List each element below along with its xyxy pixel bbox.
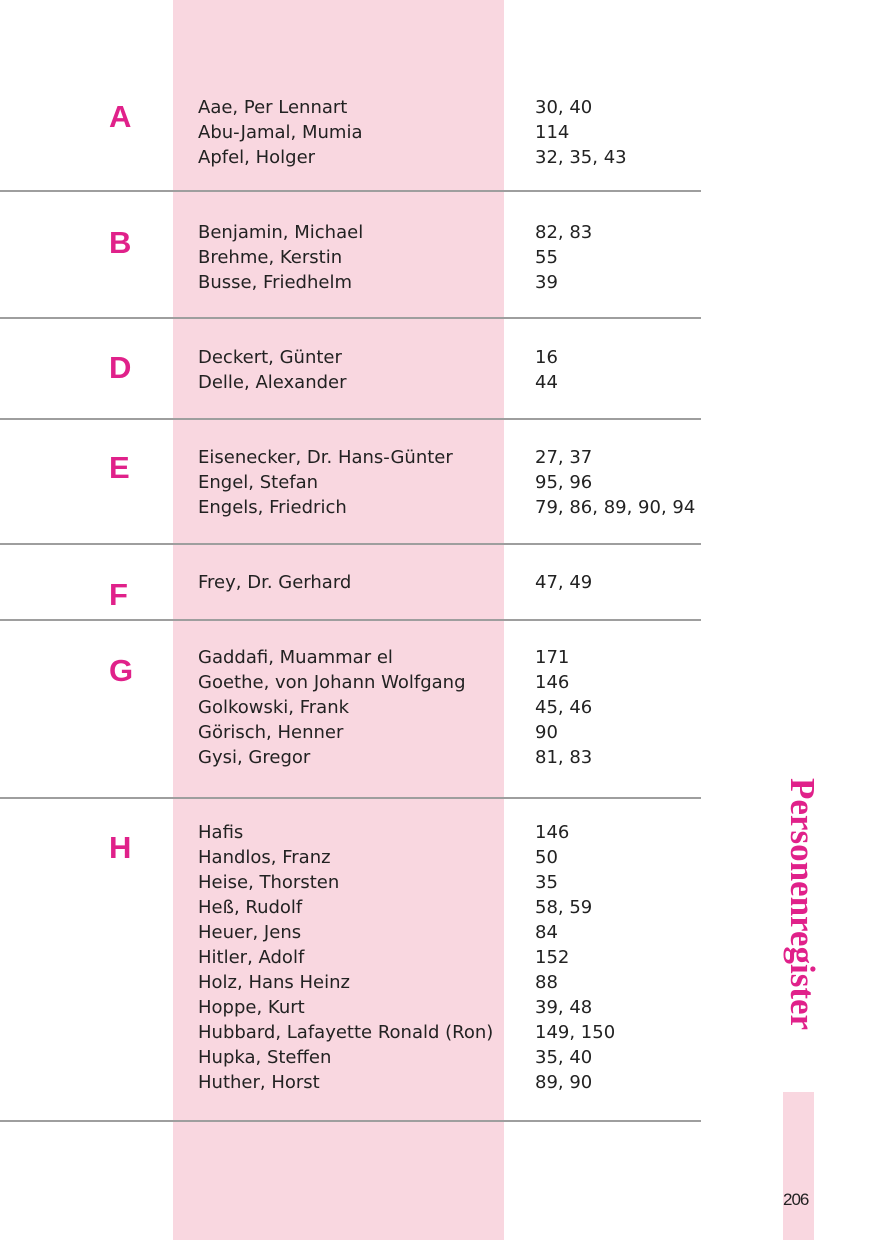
index-entry (0, 220, 701, 245)
side-title: Personenregister (783, 778, 822, 1031)
index-entry (0, 445, 701, 470)
section-divider (0, 317, 701, 319)
entry-pages: 58, 59 (535, 897, 593, 918)
index-entry (0, 870, 701, 895)
entry-pages: 146 (535, 822, 570, 843)
entry-pages: 16 (535, 347, 558, 368)
index-entry (0, 945, 701, 970)
entry-pages: 84 (535, 922, 558, 943)
entry-pages: 146 (535, 672, 570, 693)
section-divider (0, 543, 701, 545)
index-entry (0, 695, 701, 720)
entry-name: Holz, Hans Heinz (198, 972, 350, 993)
index-entry (0, 920, 701, 945)
section-letter-a: A (109, 99, 132, 134)
entry-pages: 82, 83 (535, 222, 593, 243)
entry-pages: 55 (535, 247, 558, 268)
index-entry (0, 670, 701, 695)
index-entry (0, 570, 701, 595)
entry-pages: 90 (535, 722, 558, 743)
index-entry (0, 120, 701, 145)
entry-pages: 79, 86, 89, 90, 94 (535, 497, 696, 518)
entry-name: Goethe, von Johann Wolfgang (198, 672, 466, 693)
entry-name: Golkowski, Frank (198, 697, 350, 718)
section-divider (0, 418, 701, 420)
index-entry (0, 645, 701, 670)
entry-name: Hupka, Steffen (198, 1047, 332, 1068)
section-letter-b: B (109, 225, 132, 260)
entry-pages: 39 (535, 272, 558, 293)
entry-name: Busse, Friedhelm (198, 272, 352, 293)
index-entry (0, 720, 701, 745)
section-letter-e: E (109, 450, 130, 485)
page-number: 206 (783, 1190, 809, 1209)
page-tab (783, 1092, 814, 1240)
entry-name: Hafis (198, 822, 244, 843)
section-letter-d: D (109, 350, 132, 385)
entry-pages: 39, 48 (535, 997, 593, 1018)
entry-name: Apfel, Holger (198, 147, 316, 168)
entry-name: Handlos, Franz (198, 847, 331, 868)
entry-pages: 30, 40 (535, 97, 593, 118)
entry-pages: 171 (535, 647, 570, 668)
entry-name: Gaddafi, Muammar el (198, 647, 393, 668)
index-entry (0, 470, 701, 495)
entry-pages: 35, 40 (535, 1047, 593, 1068)
entry-pages: 27, 37 (535, 447, 593, 468)
index-entry (0, 895, 701, 920)
section-letter-h: H (109, 830, 132, 865)
entry-name: Frey, Dr. Gerhard (198, 572, 352, 593)
entry-name: Eisenecker, Dr. Hans-Günter (198, 447, 453, 468)
entry-name: Görisch, Henner (198, 722, 344, 743)
entry-pages: 152 (535, 947, 570, 968)
index-entry (0, 995, 701, 1020)
entry-pages: 44 (535, 372, 558, 393)
index-entry (0, 1045, 701, 1070)
entry-pages: 114 (535, 122, 570, 143)
entry-pages: 149, 150 (535, 1022, 616, 1043)
entry-name: Heise, Thorsten (198, 872, 340, 893)
index-entry (0, 345, 701, 370)
section-divider (0, 190, 701, 192)
index-entry (0, 745, 701, 770)
entry-name: Brehme, Kerstin (198, 247, 343, 268)
entry-pages: 89, 90 (535, 1072, 593, 1093)
entry-name: Heuer, Jens (198, 922, 302, 943)
entry-pages: 47, 49 (535, 572, 593, 593)
index-entry (0, 245, 701, 270)
index-entry (0, 970, 701, 995)
section-letter-g: G (109, 653, 134, 688)
index-entry (0, 95, 701, 120)
index-entry (0, 1070, 701, 1095)
entry-name: Benjamin, Michael (198, 222, 364, 243)
entry-name: Heß, Rudolf (198, 897, 303, 918)
entry-name: Aae, Per Lennart (198, 97, 348, 118)
entry-pages: 45, 46 (535, 697, 593, 718)
entry-pages: 88 (535, 972, 558, 993)
entry-name: Huther, Horst (198, 1072, 320, 1093)
index-entry (0, 370, 701, 395)
section-divider (0, 1120, 701, 1122)
entry-name: Abu-Jamal, Mumia (198, 122, 363, 143)
index-entry (0, 145, 701, 170)
index-entry (0, 1020, 701, 1045)
entry-name: Engel, Stefan (198, 472, 319, 493)
entry-pages: 50 (535, 847, 558, 868)
entry-name: Hubbard, Lafayette Ronald (Ron) (198, 1022, 494, 1043)
entry-name: Deckert, Günter (198, 347, 342, 368)
entry-pages: 32, 35, 43 (535, 147, 627, 168)
entry-name: Delle, Alexander (198, 372, 347, 393)
side-title-container (762, 778, 822, 1053)
section-letter-f: F (109, 577, 128, 612)
section-divider (0, 797, 701, 799)
index-entry (0, 820, 701, 845)
index-entry (0, 845, 701, 870)
index-entry (0, 495, 701, 520)
entry-name: Hitler, Adolf (198, 947, 305, 968)
entry-pages: 95, 96 (535, 472, 593, 493)
index-entry (0, 270, 701, 295)
entry-name: Hoppe, Kurt (198, 997, 305, 1018)
entry-pages: 35 (535, 872, 558, 893)
section-divider (0, 619, 701, 621)
entry-name: Gysi, Gregor (198, 747, 311, 768)
entry-pages: 81, 83 (535, 747, 593, 768)
entry-name: Engels, Friedrich (198, 497, 347, 518)
